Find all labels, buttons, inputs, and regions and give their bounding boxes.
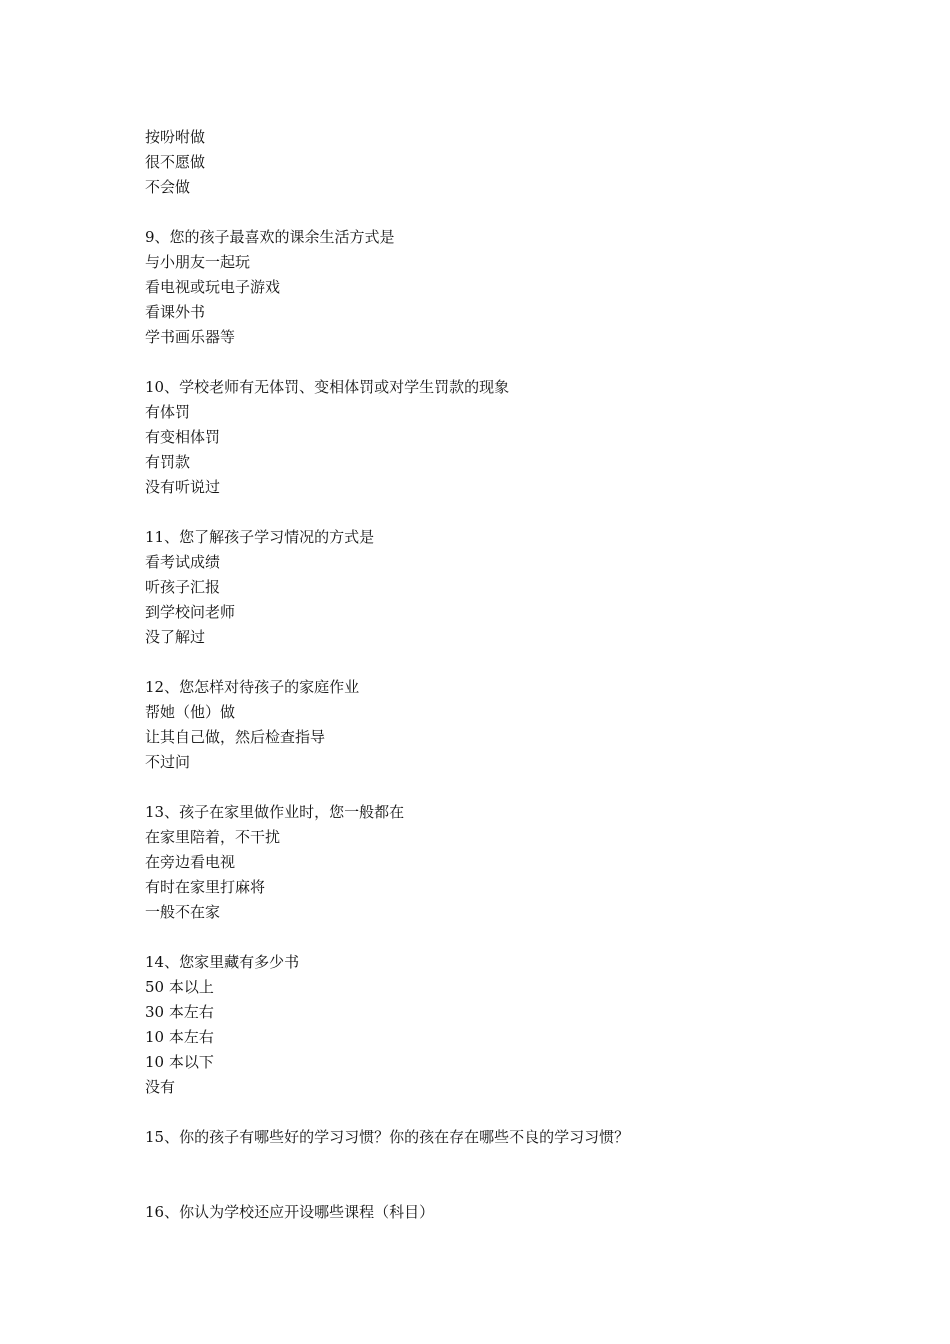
intro-options bbox=[145, 125, 845, 200]
option-line: 很不愿做 bbox=[145, 153, 206, 171]
option-line: 有时在家里打麻将 bbox=[145, 878, 266, 896]
question-text: 14、您家里藏有多少书 bbox=[145, 953, 300, 971]
option-line: 让其自己做，然后检查指导 bbox=[145, 728, 326, 746]
option-line: 与小朋友一起玩 bbox=[145, 253, 251, 271]
document-page bbox=[145, 125, 845, 1225]
option-line: 没有 bbox=[145, 1078, 176, 1096]
option-line: 有体罚 bbox=[145, 403, 191, 421]
option-line: 看电视或玩电子游戏 bbox=[145, 278, 281, 296]
question-9 bbox=[145, 225, 845, 350]
question-14 bbox=[145, 950, 845, 1100]
option-line: 有罚款 bbox=[145, 453, 191, 471]
option-line: 在旁边看电视 bbox=[145, 853, 236, 871]
question-text: 16、你认为学校还应开设哪些课程（科目） bbox=[145, 1203, 435, 1221]
question-10 bbox=[145, 375, 845, 500]
option-line: 到学校问老师 bbox=[145, 603, 236, 621]
option-line: 听孩子汇报 bbox=[145, 578, 221, 596]
question-text: 11、您了解孩子学习情况的方式是 bbox=[145, 528, 375, 546]
option-line: 50 本以上 bbox=[145, 978, 214, 996]
question-11 bbox=[145, 525, 845, 650]
option-line: 按吩咐做 bbox=[145, 128, 206, 146]
option-line: 帮她（他）做 bbox=[145, 703, 236, 721]
option-line: 看考试成绩 bbox=[145, 553, 221, 571]
option-line: 学书画乐器等 bbox=[145, 328, 236, 346]
option-line: 10 本以下 bbox=[145, 1053, 214, 1071]
option-line: 没了解过 bbox=[145, 628, 206, 646]
question-text: 10、学校老师有无体罚、变相体罚或对学生罚款的现象 bbox=[145, 378, 510, 396]
option-line: 30 本左右 bbox=[145, 1003, 214, 1021]
option-line: 10 本左右 bbox=[145, 1028, 214, 1046]
option-line: 在家里陪着，不干扰 bbox=[145, 828, 281, 846]
question-13 bbox=[145, 800, 845, 925]
option-line: 看课外书 bbox=[145, 303, 206, 321]
option-line: 有变相体罚 bbox=[145, 428, 221, 446]
option-line: 没有听说过 bbox=[145, 478, 221, 496]
question-text: 13、孩子在家里做作业时，您一般都在 bbox=[145, 803, 405, 821]
question-15 bbox=[145, 1125, 845, 1150]
option-line: 不会做 bbox=[145, 178, 191, 196]
question-text: 15、你的孩子有哪些好的学习习惯？你的孩在存在哪些不良的学习习惯？ bbox=[145, 1128, 630, 1146]
question-text: 9、您的孩子最喜欢的课余生活方式是 bbox=[145, 228, 395, 246]
option-line: 一般不在家 bbox=[145, 903, 221, 921]
question-16 bbox=[145, 1200, 845, 1225]
option-line: 不过问 bbox=[145, 753, 191, 771]
question-12 bbox=[145, 675, 845, 775]
question-text: 12、您怎样对待孩子的家庭作业 bbox=[145, 678, 360, 696]
